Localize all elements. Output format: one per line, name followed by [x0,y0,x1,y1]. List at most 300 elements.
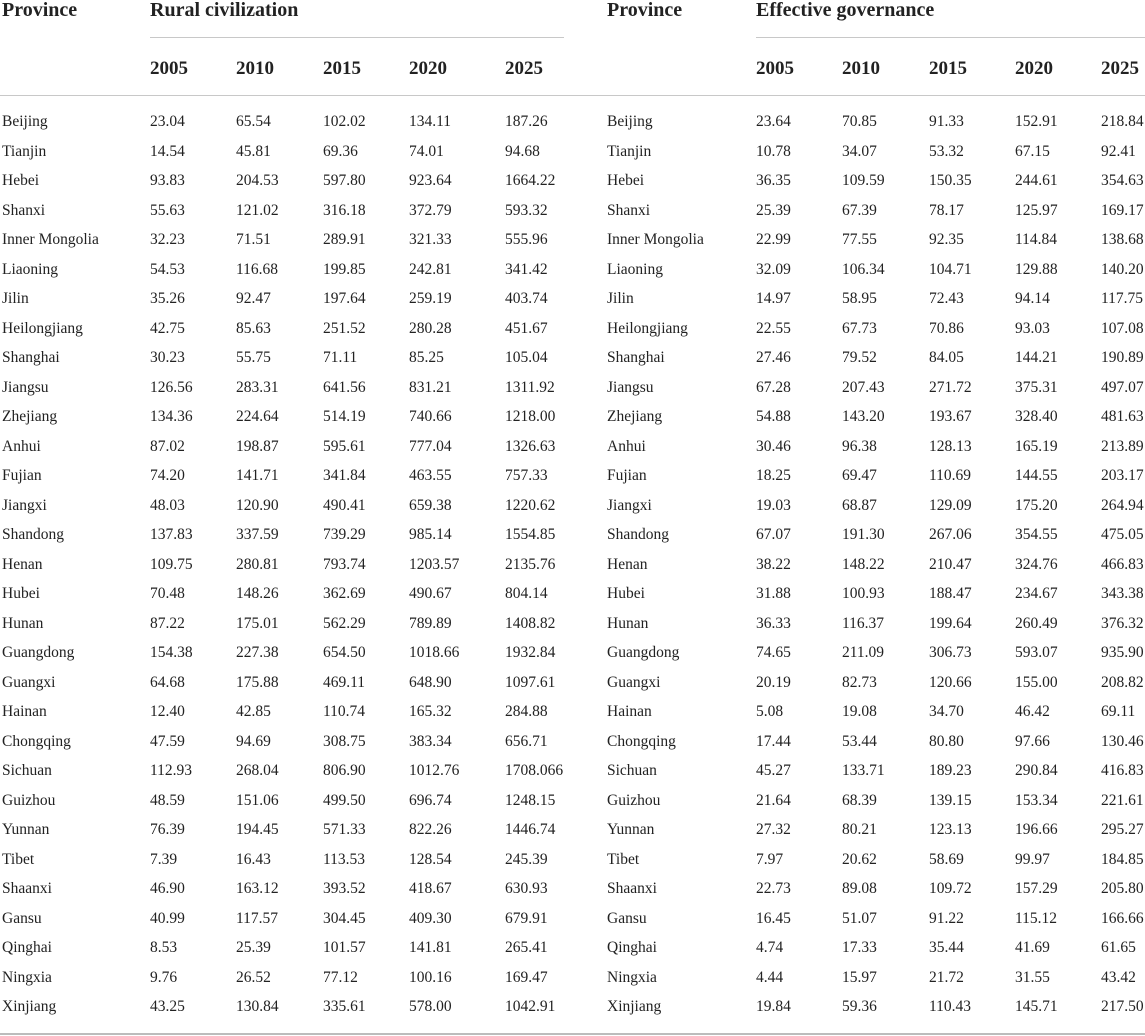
rural-civilization-value: 23.04 [150,113,185,130]
effective-governance-value: 138.68 [1101,231,1144,248]
effective-governance-value: 211.09 [842,644,885,661]
rural-civilization-value: 1311.92 [505,378,555,396]
rural-civilization-value: 55.75 [236,349,271,366]
effective-governance-value: 72.43 [929,290,964,307]
year-header-right: 2015 [929,58,967,79]
rural-civilization-value: 593.32 [505,201,548,219]
year-header-left: 2015 [323,58,361,79]
rural-civilization-value: 409.30 [409,909,452,927]
rural-civilization-value: 105.04 [505,349,548,366]
rural-civilization-value: 198.87 [236,437,279,455]
rural-civilization-value: 194.45 [236,821,279,838]
province-name: Tianjin [2,142,47,160]
rural-civilization-value: 1248.15 [505,791,556,809]
rural-civilization-value: 630.93 [505,880,548,897]
rural-civilization-value: 94.68 [505,142,540,160]
effective-governance-value: 104.71 [929,260,972,278]
effective-governance-value: 343.38 [1101,585,1144,602]
effective-governance-value: 234.67 [1015,585,1058,602]
rural-civilization-value: 87.02 [150,437,185,455]
effective-governance-value: 106.34 [842,260,885,278]
effective-governance-value: 92.35 [929,231,964,248]
effective-governance-value: 148.22 [842,555,885,573]
effective-governance-value: 5.08 [756,703,784,720]
rural-civilization-value: 341.84 [323,467,366,484]
rural-civilization-value: 757.33 [505,467,548,484]
effective-governance-value: 31.55 [1015,968,1050,986]
rural-civilization-value: 1097.61 [505,673,556,691]
rural-civilization-value: 87.22 [150,614,185,632]
province-name: Guangxi [2,673,56,691]
province-name: Hebei [2,172,40,189]
province-name: Fujian [607,467,647,484]
rural-civilization-value: 32.23 [150,231,185,248]
rural-civilization-value: 514.19 [323,408,366,425]
rural-civilization-value: 165.32 [409,703,452,720]
province-name: Jilin [607,290,634,307]
rural-civilization-value: 134.36 [150,408,193,425]
effective-governance-value: 22.55 [756,319,791,337]
rural-civilization-value: 77.12 [323,968,358,986]
effective-governance-value: 23.64 [756,113,791,130]
rural-civilization-value: 2135.76 [505,555,556,573]
effective-governance-value: 77.55 [842,231,877,248]
effective-governance-value: 15.97 [842,968,877,986]
effective-governance-value: 45.27 [756,762,791,779]
province-name: Yunnan [2,821,50,838]
year-header-left: 2025 [505,58,543,79]
province-name: Jiangsu [2,378,49,396]
province-name: Ningxia [2,968,52,986]
rural-civilization-value: 65.54 [236,113,271,130]
effective-governance-value: 140.20 [1101,260,1144,278]
effective-governance-value: 100.93 [842,585,885,602]
rural-civilization-value: 304.45 [323,909,366,927]
table-bottom-rule [0,1033,1145,1035]
rural-civilization-value: 8.53 [150,939,178,956]
rural-civilization-value: 25.39 [236,939,271,956]
rural-civilization-value: 93.83 [150,172,185,189]
rural-civilization-value: 116.68 [236,260,279,278]
rural-civilization-value: 100.16 [409,968,452,986]
effective-governance-value: 221.61 [1101,791,1144,809]
province-name: Shanghai [607,349,665,366]
rural-civilization-value: 1446.74 [505,821,556,838]
rural-civilization-value: 793.74 [323,555,366,573]
province-name: Gansu [607,909,647,927]
effective-governance-value: 30.46 [756,437,791,455]
province-name: Hubei [607,585,645,602]
effective-governance-value: 14.97 [756,290,791,307]
effective-governance-value: 155.00 [1015,673,1058,691]
rural-civilization-value: 393.52 [323,880,366,897]
rural-civilization-value: 151.06 [236,791,279,809]
rural-civilization-value: 46.90 [150,880,185,897]
effective-governance-value: 218.84 [1101,113,1144,130]
effective-governance-value: 80.80 [929,732,964,750]
rural-civilization-value: 117.57 [236,909,279,927]
governance-group-rule [756,37,1145,38]
effective-governance-value: 82.73 [842,673,877,691]
rural-civilization-value: 26.52 [236,968,271,986]
effective-governance-value: 19.08 [842,703,877,720]
province-name: Qinghai [607,939,657,956]
rural-civilization-value: 14.54 [150,142,185,160]
province-name: Guizhou [607,791,661,809]
effective-governance-value: 18.25 [756,467,791,484]
province-name: Jilin [2,290,29,307]
effective-governance-value: 89.08 [842,880,877,897]
rural-civilization-value: 578.00 [409,998,452,1015]
province-name: Gansu [2,909,42,927]
rural-civilization-value: 197.64 [323,290,366,307]
rural-civilization-value: 92.47 [236,290,271,307]
rural-civilization-value: 42.85 [236,703,271,720]
rural-civilization-value: 1218.00 [505,408,556,425]
rural-civilization-value: 245.39 [505,850,548,868]
effective-governance-value: 217.50 [1101,998,1144,1015]
effective-governance-value: 36.35 [756,172,791,189]
rural-civilization-value: 130.84 [236,998,279,1015]
rural-civilization-value: 259.19 [409,290,452,307]
effective-governance-value: 244.61 [1015,172,1058,189]
effective-governance-value: 17.44 [756,732,791,750]
rural-civilization-value: 187.26 [505,113,548,130]
effective-governance-value: 58.69 [929,850,964,868]
rural-civilization-value: 120.90 [236,496,279,514]
effective-governance-value: 153.34 [1015,791,1058,809]
effective-governance-value: 264.94 [1101,496,1144,514]
effective-governance-value: 116.37 [842,614,885,632]
effective-governance-value: 190.89 [1101,349,1144,366]
province-header-left: Province [2,0,78,21]
effective-governance-header: Effective governance [756,0,935,21]
effective-governance-value: 169.17 [1101,201,1144,219]
province-name: Shanghai [2,349,60,366]
rural-civilization-value: 571.33 [323,821,366,838]
effective-governance-value: 20.62 [842,850,877,868]
province-name: Beijing [2,113,48,130]
province-name: Yunnan [607,821,655,838]
province-name: Shaanxi [607,880,657,897]
rural-civilization-value: 1018.66 [409,644,460,661]
rural-civilization-value: 54.53 [150,260,185,278]
effective-governance-value: 91.33 [929,113,964,130]
effective-governance-value: 107.08 [1101,319,1144,337]
rural-civilization-value: 137.83 [150,526,193,543]
rural-civilization-value: 102.02 [323,113,366,130]
effective-governance-value: 260.49 [1015,614,1058,632]
rural-civilization-value: 169.47 [505,968,548,986]
effective-governance-value: 68.39 [842,791,877,809]
rural-civilization-header: Rural civilization [150,0,299,21]
rural-civilization-value: 175.01 [236,614,279,632]
effective-governance-value: 213.89 [1101,437,1144,455]
effective-governance-value: 93.03 [1015,319,1050,337]
effective-governance-value: 53.32 [929,142,964,160]
province-name: Guangxi [607,673,661,691]
effective-governance-value: 17.33 [842,939,877,956]
effective-governance-value: 125.97 [1015,201,1058,219]
rural-civilization-value: 595.61 [323,437,366,455]
rural-civilization-value: 659.38 [409,496,452,514]
rural-civilization-value: 55.63 [150,201,185,219]
province-name: Shaanxi [2,880,52,897]
effective-governance-value: 129.88 [1015,260,1058,278]
province-name: Tibet [2,850,35,868]
effective-governance-value: 109.72 [929,880,972,897]
effective-governance-value: 78.17 [929,201,964,219]
province-name: Fujian [2,467,42,484]
effective-governance-value: 175.20 [1015,496,1058,514]
rural-civilization-value: 739.29 [323,526,366,543]
effective-governance-value: 7.97 [756,850,784,868]
rural-civilization-value: 94.69 [236,732,271,750]
effective-governance-value: 67.28 [756,378,791,396]
province-name: Hainan [607,703,652,720]
effective-governance-value: 43.42 [1101,968,1136,986]
rural-civilization-value: 110.74 [323,703,366,720]
year-header-right: 2020 [1015,58,1053,79]
effective-governance-value: 21.64 [756,791,791,809]
rural-civilization-value: 806.90 [323,762,366,779]
effective-governance-value: 53.44 [842,732,877,750]
effective-governance-value: 133.71 [842,762,885,779]
rural-civilization-value: 641.56 [323,378,366,396]
effective-governance-value: 10.78 [756,142,791,160]
rural-civilization-value: 35.26 [150,290,185,307]
effective-governance-value: 295.27 [1101,821,1144,838]
effective-governance-value: 19.03 [756,496,791,514]
effective-governance-value: 84.05 [929,349,964,366]
effective-governance-value: 91.22 [929,909,964,927]
rural-civilization-value: 1932.84 [505,644,556,661]
province-name: Liaoning [2,260,58,278]
year-header-right: 2005 [756,58,794,79]
rural-civilization-value: 1408.82 [505,614,556,632]
effective-governance-value: 120.66 [929,673,972,691]
rural-civilization-value: 1203.57 [409,555,460,573]
effective-governance-value: 203.17 [1101,467,1144,484]
effective-governance-value: 38.22 [756,555,791,573]
rural-civilization-value: 69.36 [323,142,358,160]
rural-civilization-value: 242.81 [409,260,452,278]
effective-governance-value: 497.07 [1101,378,1144,396]
effective-governance-value: 354.55 [1015,526,1058,543]
province-name: Guizhou [2,791,56,809]
rural-civilization-value: 648.90 [409,673,452,691]
rural-civilization-value: 1708.066 [505,762,564,779]
effective-governance-value: 22.73 [756,880,791,897]
rural-civilization-value: 789.89 [409,614,452,632]
rural-civilization-value: 451.67 [505,319,548,337]
rural-civilization-value: 1554.85 [505,526,556,543]
effective-governance-value: 128.13 [929,437,972,455]
effective-governance-value: 152.91 [1015,113,1058,130]
effective-governance-value: 210.47 [929,555,972,573]
effective-governance-value: 67.39 [842,201,877,219]
rural-civilization-value: 597.80 [323,172,366,189]
effective-governance-value: 130.46 [1101,732,1144,750]
province-name: Guangdong [2,644,75,661]
province-name: Jiangxi [2,496,47,514]
effective-governance-value: 196.66 [1015,821,1058,838]
effective-governance-value: 165.19 [1015,437,1058,455]
province-name: Zhejiang [2,408,58,425]
province-name: Liaoning [607,260,663,278]
effective-governance-value: 144.55 [1015,467,1058,484]
effective-governance-value: 375.31 [1015,378,1058,396]
rural-civilization-value: 490.67 [409,585,452,602]
rural-civilization-value: 469.11 [323,673,366,691]
effective-governance-value: 27.46 [756,349,791,366]
rural-civilization-value: 199.85 [323,260,366,278]
effective-governance-value: 935.90 [1101,644,1144,661]
effective-governance-value: 166.66 [1101,909,1144,927]
effective-governance-value: 92.41 [1101,142,1136,160]
rural-civilization-value: 71.51 [236,231,271,248]
effective-governance-value: 80.21 [842,821,877,838]
effective-governance-value: 376.32 [1101,614,1144,632]
effective-governance-value: 110.43 [929,998,972,1015]
effective-governance-value: 79.52 [842,349,877,366]
rural-civilization-value: 372.79 [409,201,452,219]
rural-civilization-value: 43.25 [150,998,185,1015]
rural-civilization-value: 696.74 [409,791,452,809]
rural-civilization-value: 403.74 [505,290,548,307]
rural-civilization-value: 128.54 [409,850,452,868]
rural-civilization-value: 71.11 [323,349,358,366]
header-bottom-rule [0,95,1145,96]
effective-governance-value: 31.88 [756,585,791,602]
province-name: Qinghai [2,939,52,956]
effective-governance-value: 70.85 [842,113,877,130]
rural-civilization-value: 555.96 [505,231,548,248]
rural-civilization-value: 85.63 [236,319,271,337]
rural-civilization-value: 126.56 [150,378,193,396]
effective-governance-value: 593.07 [1015,644,1058,661]
rural-civilization-value: 45.81 [236,142,271,160]
rural-civilization-value: 804.14 [505,585,548,602]
effective-governance-value: 46.42 [1015,703,1050,720]
rural-civilization-value: 204.53 [236,172,279,189]
province-name: Shandong [607,526,669,543]
rural-civilization-value: 562.29 [323,614,366,632]
rural-civilization-value: 112.93 [150,762,193,779]
rural-civilization-value: 175.88 [236,673,279,691]
rural-civilization-value: 337.59 [236,526,279,543]
effective-governance-value: 354.63 [1101,172,1144,189]
rural-civilization-value: 280.28 [409,319,452,337]
province-name: Shanxi [2,201,46,219]
province-name: Hunan [607,614,649,632]
rural-civilization-value: 121.02 [236,201,279,219]
effective-governance-value: 74.65 [756,644,791,661]
rural-civilization-value: 280.81 [236,555,279,573]
effective-governance-value: 145.71 [1015,998,1058,1015]
rural-civilization-value: 101.57 [323,939,366,956]
rural-civilization-value: 141.81 [409,939,452,956]
effective-governance-value: 188.47 [929,585,972,602]
effective-governance-value: 189.23 [929,762,972,779]
year-header-right: 2025 [1101,58,1139,79]
province-name: Chongqing [2,732,71,750]
rural-civilization-value: 141.71 [236,467,279,484]
rural-civilization-value: 362.69 [323,585,366,602]
province-name: Anhui [2,437,41,455]
province-name: Inner Mongolia [607,231,704,248]
effective-governance-value: 123.13 [929,821,972,838]
effective-governance-value: 191.30 [842,526,885,543]
rural-civilization-value: 9.76 [150,968,178,986]
effective-governance-value: 25.39 [756,201,791,219]
effective-governance-value: 208.82 [1101,673,1144,691]
rural-civilization-value: 985.14 [409,526,452,543]
rural-civilization-value: 335.61 [323,998,366,1015]
rural-civilization-value: 16.43 [236,850,271,868]
effective-governance-value: 16.45 [756,909,791,927]
rural-civilization-value: 85.25 [409,349,444,366]
rural-civilization-value: 163.12 [236,880,279,897]
effective-governance-value: 61.65 [1101,939,1136,956]
effective-governance-value: 22.99 [756,231,791,248]
rural-civilization-value: 64.68 [150,673,185,691]
province-name: Jiangxi [607,496,652,514]
rural-civilization-value: 283.31 [236,378,279,396]
rural-civilization-value: 822.26 [409,821,452,838]
rural-civilization-value: 268.04 [236,762,279,779]
rural-civilization-value: 48.03 [150,496,185,514]
effective-governance-value: 475.05 [1101,526,1144,543]
effective-governance-value: 27.32 [756,821,791,838]
rural-civilization-value: 1664.22 [505,172,556,189]
effective-governance-value: 115.12 [1015,909,1058,927]
effective-governance-value: 59.36 [842,998,877,1015]
province-name: Guangdong [607,644,680,661]
province-name: Henan [607,555,648,573]
year-header-right: 2010 [842,58,880,79]
rural-civilization-value: 1012.76 [409,762,460,779]
rural-civilization-value: 48.59 [150,791,185,809]
effective-governance-value: 32.09 [756,260,791,278]
rural-civilization-value: 109.75 [150,555,193,573]
effective-governance-value: 290.84 [1015,762,1058,779]
rural-civilization-value: 490.41 [323,496,366,514]
rural-civilization-value: 1326.63 [505,437,556,455]
rural-civilization-value: 40.99 [150,909,185,927]
province-name: Sichuan [607,762,657,779]
province-name: Hunan [2,614,44,632]
effective-governance-value: 69.47 [842,467,877,484]
effective-governance-value: 69.11 [1101,703,1136,720]
rural-civilization-value: 42.75 [150,319,185,337]
rural-civilization-value: 148.26 [236,585,279,602]
rural-civilization-value: 265.41 [505,939,548,956]
effective-governance-value: 267.06 [929,526,972,543]
effective-governance-value: 466.83 [1101,555,1144,573]
rural-civilization-value: 12.40 [150,703,185,720]
rural-civilization-value: 831.21 [409,378,452,396]
province-name: Beijing [607,113,653,130]
province-name: Tianjin [607,142,652,160]
effective-governance-value: 306.73 [929,644,972,661]
province-name: Ningxia [607,968,657,986]
rural-civilization-value: 308.75 [323,732,366,750]
province-name: Tibet [607,850,640,868]
rural-civilization-value: 656.71 [505,732,548,750]
effective-governance-value: 36.33 [756,614,791,632]
effective-governance-value: 207.43 [842,378,885,396]
